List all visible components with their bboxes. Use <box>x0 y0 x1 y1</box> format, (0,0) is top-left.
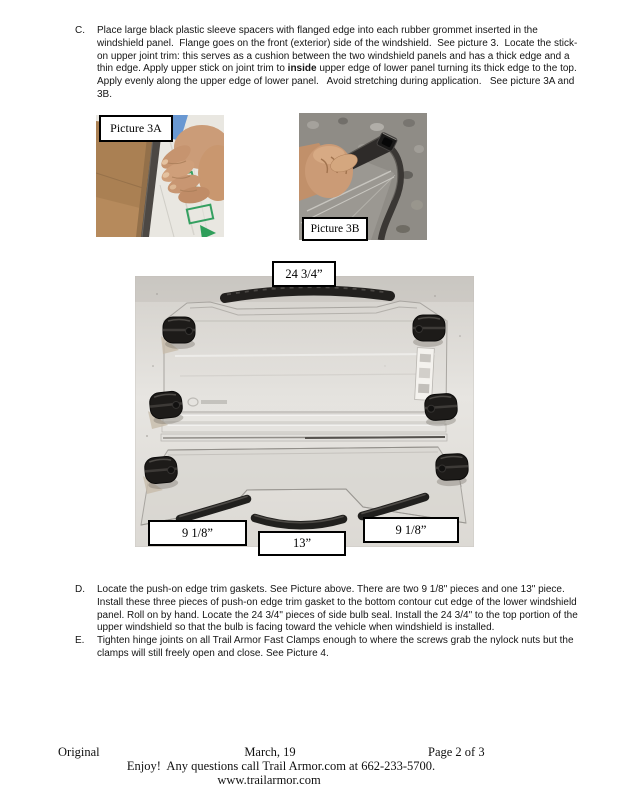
windshield-parts-illustration <box>135 276 474 547</box>
instruction-c-text-after: upper edge of lower panel turning its thick edge to the top. Apply evenly along the upper edge of lower panel. Avoid stretching during application. See picture 3A and 3B. <box>97 63 582 100</box>
measurement-top-text: 24 3/4” <box>285 266 323 281</box>
footer-website: www.trailarmor.com <box>217 773 321 787</box>
measurement-bottom-right-text: 9 1/8” <box>395 522 427 537</box>
footer-contact: Enjoy! Any questions call Trail Armor.com at 662-233-5700. <box>126 759 436 773</box>
clear-strip-stack <box>161 414 447 441</box>
instruction-e-text: Tighten hinge joints on all Trail Armor Fast Clamps enough to where the screws grab the nylock nuts but the clamps will still freely open and close. See Picture 4. <box>97 635 577 659</box>
instruction-d-letter: D. <box>75 584 85 595</box>
picture-3a-label-text: Picture 3A <box>110 121 162 135</box>
instruction-c-text-before: Place large black plastic sleeve spacers with flanged edge into each rubber grommet inserted in the windshield panel. Flange goes on the front (exterior) side of the windshield. See picture 3. Locate the stick-on upper joint trim: this serves as a cushion between the two windshield panels and has a thick edge and a thin edge. Apply upper stick on joint trim to <box>97 25 578 75</box>
picture-3b-label <box>302 217 368 241</box>
measurement-top <box>272 261 336 287</box>
instruction-c-text <box>97 25 587 102</box>
instruction-item-d <box>75 584 587 635</box>
instruction-c-letter: C. <box>75 25 85 36</box>
instruction-d-text: Locate the push-on edge trim gaskets. See Picture above. There are two 9 1/8" pieces and one 13" piece. Install these three pieces of push-on edge trim gasket to the bottom contour cut edge of the lower windshield panel. Roll on by hand. Locate the 24 3/4" pieces of side bulb seal. Install the 24 3/4" to the top portion of the upper windshield so that the bulb is facing toward the vehicle when windshield is installed. <box>97 584 581 634</box>
panel-sticker <box>415 348 435 401</box>
footer-date: March, 19 <box>244 745 296 759</box>
upper-windshield-panel <box>164 301 447 412</box>
measurement-bottom-right <box>363 517 459 543</box>
footer-original: Original <box>58 745 100 759</box>
instruction-c-text-bold: inside <box>287 63 317 75</box>
instruction-item-e <box>75 635 587 661</box>
footer-page-number: Page 2 of 3 <box>428 745 485 759</box>
measurement-bottom-left-text: 9 1/8” <box>182 525 213 540</box>
instruction-item-c <box>75 25 587 102</box>
instruction-items-d-e <box>75 584 587 661</box>
measurement-bottom-center <box>258 531 346 556</box>
instruction-e-letter: E. <box>75 635 85 647</box>
measurement-bottom-left <box>148 520 247 546</box>
windshield-parts-photo <box>135 276 474 547</box>
picture-3a-label <box>99 115 173 142</box>
picture-3b-label-text: Picture 3B <box>310 223 360 235</box>
measurement-bottom-center-text: 13” <box>292 536 312 550</box>
